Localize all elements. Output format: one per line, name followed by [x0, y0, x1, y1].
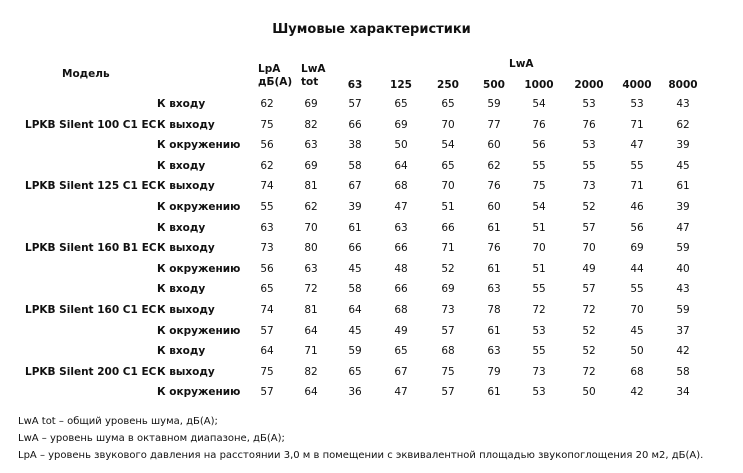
table-cell: 64 [348, 304, 362, 316]
direction-label: К выходу [157, 304, 215, 316]
table-cell: 67 [348, 180, 362, 193]
table-cell: 70 [582, 242, 596, 255]
model-name: LPKB Silent 160 B1 EC [25, 242, 157, 255]
header-freq-1000: 1000 [524, 79, 554, 91]
table-cell: 81 [304, 180, 318, 193]
table-cell: 57 [441, 324, 455, 337]
table-cell: 45 [676, 159, 690, 172]
table-cell: 55 [532, 283, 546, 296]
table-cell: 39 [348, 201, 362, 213]
header-lpa [258, 63, 292, 89]
table-cell: 39 [676, 201, 690, 213]
header-lwa: LwA [509, 58, 534, 70]
table-cell: 53 [532, 386, 546, 399]
table-cell: 57 [348, 98, 362, 110]
table-cell: 56 [260, 139, 274, 152]
table-cell: 81 [304, 304, 318, 316]
table-cell: 63 [304, 139, 318, 152]
table-cell: 52 [582, 345, 596, 358]
table-cell: 38 [348, 139, 362, 152]
table-cell: 80 [304, 242, 318, 255]
direction-label: К входу [157, 283, 206, 296]
table-cell: 67 [394, 365, 408, 378]
table-cell: 69 [304, 159, 318, 172]
table-cell: 65 [441, 159, 455, 172]
model-name: LPKB Silent 160 C1 EC [25, 304, 157, 316]
table-cell: 68 [630, 365, 644, 378]
table-cell: 75 [260, 365, 274, 378]
table-cell: 39 [676, 139, 690, 152]
table-cell: 55 [260, 201, 274, 213]
table-cell: 69 [394, 118, 408, 131]
table-cell: 76 [487, 242, 501, 255]
table-cell: 77 [487, 118, 501, 131]
table-cell: 79 [487, 365, 501, 378]
table-cell: 71 [630, 118, 644, 131]
header-freq-500: 500 [483, 79, 505, 91]
table-cell: 44 [630, 262, 644, 275]
table-cell: 68 [394, 304, 408, 316]
table-cell: 47 [394, 386, 408, 399]
table-cell: 52 [441, 262, 455, 275]
table-cell: 53 [582, 139, 596, 152]
table-cell: 82 [304, 118, 318, 131]
table-cell: 46 [630, 201, 644, 213]
table-cell: 65 [348, 365, 362, 378]
table-cell: 69 [441, 283, 455, 296]
table-cell: 66 [441, 221, 455, 234]
table-cell: 72 [532, 304, 546, 316]
table-cell: 74 [260, 180, 274, 193]
table-cell: 72 [582, 304, 596, 316]
header-lwatot [301, 63, 326, 89]
table-cell: 61 [487, 386, 501, 399]
table-cell: 55 [532, 159, 546, 172]
table-cell: 55 [582, 159, 596, 172]
table-cell: 56 [630, 221, 644, 234]
table-cell: 42 [630, 386, 644, 399]
table-cell: 52 [582, 324, 596, 337]
table-cell: 48 [394, 262, 408, 275]
table-cell: 73 [260, 242, 274, 255]
table-cell: 70 [630, 304, 644, 316]
table-cell: 59 [487, 98, 501, 110]
table-cell: 73 [532, 365, 546, 378]
table-cell: 68 [441, 345, 455, 358]
table-cell: 62 [676, 118, 690, 131]
table-cell: 73 [441, 304, 455, 316]
table-cell: 62 [487, 159, 501, 172]
table-cell: 63 [260, 221, 274, 234]
table-cell: 66 [348, 118, 362, 131]
table-cell: 75 [260, 118, 274, 131]
direction-label: К выходу [157, 242, 215, 255]
table-cell: 61 [487, 221, 501, 234]
table-cell: 43 [676, 98, 690, 110]
table-cell: 74 [260, 304, 274, 316]
table-cell: 78 [487, 304, 501, 316]
table-cell: 61 [348, 221, 362, 234]
table-cell: 40 [676, 262, 690, 275]
table-cell: 57 [260, 324, 274, 337]
table-cell: 57 [582, 221, 596, 234]
table-cell: 59 [676, 242, 690, 255]
model-name: LPKB Silent 200 C1 EC [25, 365, 157, 378]
table-cell: 66 [394, 283, 408, 296]
table-cell: 70 [532, 242, 546, 255]
table-cell: 61 [676, 180, 690, 193]
table-cell: 57 [260, 386, 274, 399]
table-cell: 71 [630, 180, 644, 193]
model-name: LPKB Silent 125 C1 EC [25, 180, 157, 193]
table-cell: 50 [630, 345, 644, 358]
header-lpa-line1: LpA [258, 63, 281, 75]
table-cell: 75 [441, 365, 455, 378]
table-cell: 54 [441, 139, 455, 152]
table-cell: 70 [304, 221, 318, 234]
table-cell: 55 [532, 345, 546, 358]
note-1: LwA tot – общий уровень шума, дБ(А); [18, 416, 218, 427]
model-name: LPKB Silent 100 C1 EC [25, 118, 157, 131]
table-cell: 75 [532, 180, 546, 193]
table-cell: 76 [532, 118, 546, 131]
table-cell: 73 [582, 180, 596, 193]
header-freq-2000: 2000 [574, 79, 604, 91]
table-cell: 37 [676, 324, 690, 337]
table-cell: 45 [348, 324, 362, 337]
table-cell: 51 [441, 201, 455, 213]
table-cell: 56 [260, 262, 274, 275]
direction-label: К окружению [157, 201, 241, 213]
table-cell: 49 [582, 262, 596, 275]
table-cell: 64 [304, 386, 318, 399]
table-cell: 66 [394, 242, 408, 255]
table-cell: 65 [441, 98, 455, 110]
table-cell: 63 [487, 283, 501, 296]
header-lwatot-line2: tot [301, 76, 319, 88]
table-cell: 65 [394, 98, 408, 110]
table-cell: 57 [582, 283, 596, 296]
table-cell: 64 [394, 159, 408, 172]
direction-label: К выходу [157, 180, 215, 193]
table-cell: 51 [532, 221, 546, 234]
table-cell: 50 [582, 386, 596, 399]
table-cell: 58 [348, 283, 362, 296]
table-cell: 64 [260, 345, 274, 358]
table-cell: 72 [582, 365, 596, 378]
note-2: LwA – уровень шума в октавном диапазоне, дБ(А); [18, 433, 285, 444]
header-freq-63: 63 [347, 79, 363, 91]
table-cell: 64 [304, 324, 318, 337]
table-cell: 42 [676, 345, 690, 358]
note-3: LpA – уровень звукового давления на расстоянии 3,0 м в помещении с эквивалентной площадью звукопоглощения 20 м2, дБ(А). [18, 450, 704, 461]
table-cell: 58 [348, 159, 362, 172]
table-cell: 47 [676, 221, 690, 234]
table-cell: 53 [532, 324, 546, 337]
table-cell: 47 [394, 201, 408, 213]
table-cell: 63 [304, 262, 318, 275]
header-freq-8000: 8000 [668, 79, 698, 91]
header-lwatot-line1: LwA [301, 63, 326, 75]
table-cell: 76 [487, 180, 501, 193]
table-cell: 55 [630, 159, 644, 172]
table-cell: 36 [348, 386, 362, 399]
table-cell: 34 [676, 386, 690, 399]
header-freq-250: 250 [437, 79, 459, 91]
table-cell: 52 [582, 201, 596, 213]
table-cell: 76 [582, 118, 596, 131]
header-model: Модель [62, 68, 110, 80]
table-cell: 54 [532, 98, 546, 110]
table-cell: 49 [394, 324, 408, 337]
table-cell: 47 [630, 139, 644, 152]
direction-label: К входу [157, 221, 206, 234]
direction-label: К входу [157, 98, 206, 110]
table-cell: 62 [304, 201, 318, 213]
table-cell: 56 [532, 139, 546, 152]
table-cell: 59 [348, 345, 362, 358]
header-lpa-line2: дБ(А) [258, 76, 293, 88]
table-cell: 71 [304, 345, 318, 358]
table-cell: 53 [582, 98, 596, 110]
table-cell: 63 [394, 221, 408, 234]
table-cell: 61 [487, 262, 501, 275]
header-freq-125: 125 [390, 79, 412, 91]
direction-label: К окружению [157, 262, 241, 275]
header-freq-4000: 4000 [622, 79, 652, 91]
table-cell: 60 [487, 139, 501, 152]
table-cell: 63 [487, 345, 501, 358]
table-cell: 45 [630, 324, 644, 337]
table-cell: 72 [304, 283, 318, 296]
table-cell: 62 [260, 159, 274, 172]
table-cell: 82 [304, 365, 318, 378]
table-cell: 70 [441, 180, 455, 193]
table-cell: 54 [532, 201, 546, 213]
page-title: Шумовые характеристики [272, 22, 471, 37]
table-cell: 62 [260, 98, 274, 110]
direction-label: К окружению [157, 324, 241, 337]
table-cell: 51 [532, 262, 546, 275]
direction-label: К входу [157, 345, 206, 358]
table-cell: 66 [348, 242, 362, 255]
direction-label: К выходу [157, 118, 215, 131]
table-cell: 69 [630, 242, 644, 255]
table-cell: 60 [487, 201, 501, 213]
table-cell: 69 [304, 98, 318, 110]
table-cell: 71 [441, 242, 455, 255]
table-cell: 65 [260, 283, 274, 296]
table-cell: 58 [676, 365, 690, 378]
table-cell: 53 [630, 98, 644, 110]
direction-label: К входу [157, 159, 206, 172]
table-cell: 43 [676, 283, 690, 296]
table-cell: 61 [487, 324, 501, 337]
table-cell: 50 [394, 139, 408, 152]
table-cell: 70 [441, 118, 455, 131]
notes [18, 413, 703, 464]
table-cell: 65 [394, 345, 408, 358]
table-cell: 45 [348, 262, 362, 275]
table-cell: 68 [394, 180, 408, 193]
direction-label: К окружению [157, 386, 241, 399]
direction-label: К выходу [157, 365, 215, 378]
table-cell: 57 [441, 386, 455, 399]
direction-label: К окружению [157, 139, 241, 152]
table-cell: 55 [630, 283, 644, 296]
table-cell: 59 [676, 304, 690, 316]
